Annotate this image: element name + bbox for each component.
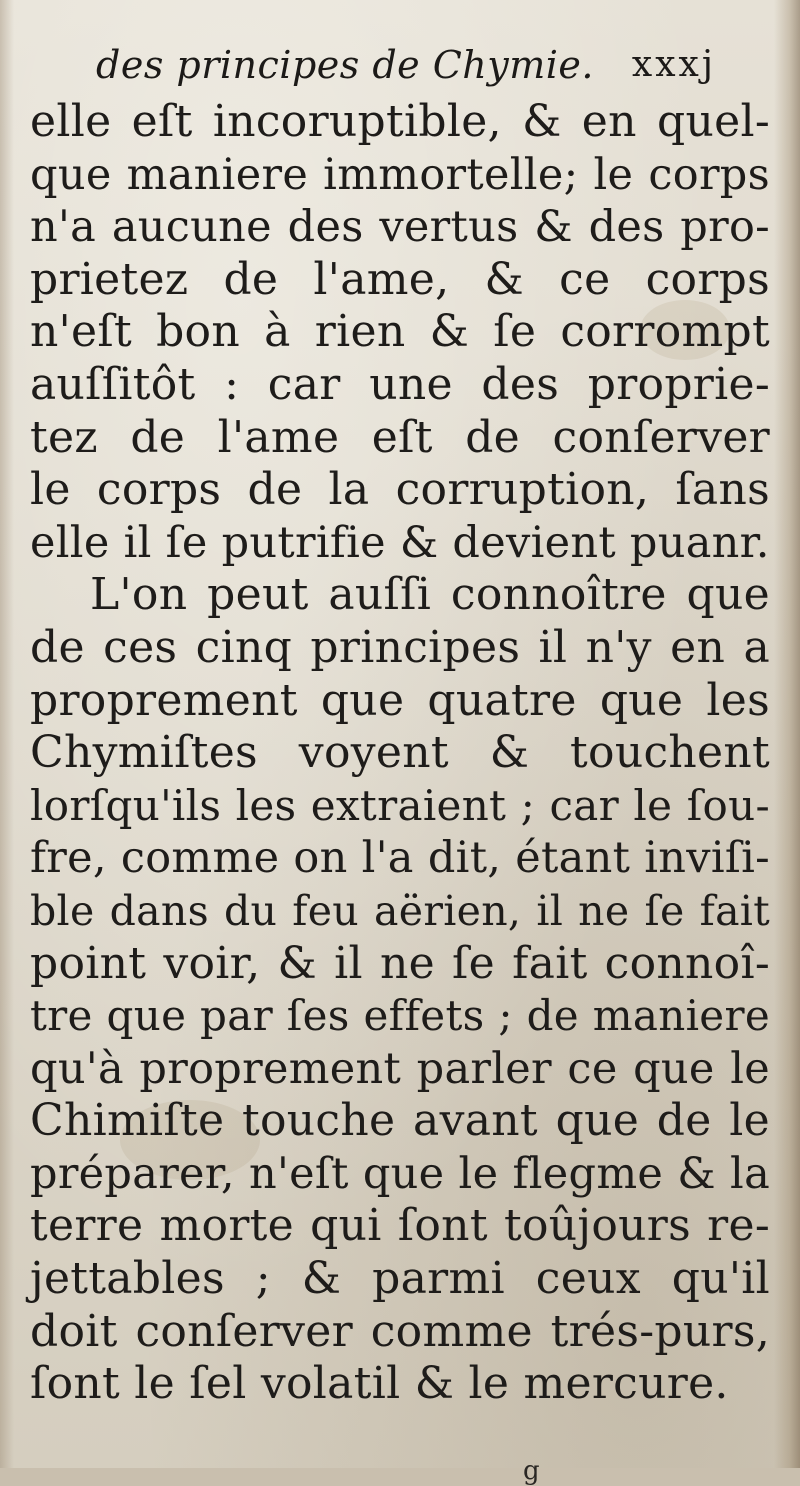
page-number: xxxj xyxy=(631,44,716,85)
text-line: Chymiſtes voyent & touchent xyxy=(30,727,770,779)
text-line: tre que par ſes effets ; de maniere xyxy=(30,991,770,1041)
text-line: doit conſerver comme trés-purs, xyxy=(30,1305,770,1357)
text-line: de ces cinq principes il n'y en a xyxy=(30,621,770,673)
page-edge-shadow xyxy=(774,0,800,1468)
text-line: n'eſt bon à rien & ſe corrompt xyxy=(30,306,770,358)
body-text xyxy=(30,96,770,1411)
text-line: le corps de la corruption, ſans xyxy=(30,464,770,516)
text-line: lorſqu'ils les extraient ; car le ſou- xyxy=(30,780,770,830)
catchword: g xyxy=(523,1456,540,1486)
text-line: tez de l'ame eſt de conſerver xyxy=(30,411,770,463)
text-line: qu'à proprement parler ce que le xyxy=(30,1043,770,1094)
text-line: n'a aucune des vertus & des pro- xyxy=(30,202,770,253)
text-line: ſont le ſel volatil & le mercure. xyxy=(30,1358,729,1410)
text-line: prietez de l'ame, & ce corps xyxy=(30,253,770,305)
text-line: préparer, n'eſt que le flegme & la xyxy=(30,1148,770,1199)
text-line-paragraph-start: L'on peut auſſi connoître que xyxy=(90,569,770,621)
text-line: que maniere immortelle; le corps xyxy=(30,149,770,200)
text-line: jettables ; & parmi ceux qu'il xyxy=(30,1253,770,1305)
running-title: des principes de Chymie. xyxy=(96,43,595,87)
text-line: auſſitôt : car une des proprie- xyxy=(30,358,770,410)
text-line: proprement que quatre que les xyxy=(30,674,770,726)
text-line: ble dans du feu aërien, il ne ſe fait xyxy=(30,886,770,935)
page-header xyxy=(96,40,716,90)
text-line: fre, comme on l'a dit, étant inviſi- xyxy=(30,833,770,884)
text-line: Chimiſte touche avant que de le xyxy=(30,1095,770,1147)
text-line: terre morte qui ſont toûjours re- xyxy=(30,1200,770,1252)
text-line: elle eſt incoruptible, & en quel- xyxy=(30,96,770,147)
text-line: elle il ſe putrifie & devient puanr. xyxy=(30,517,770,568)
page-gutter-shadow xyxy=(0,0,14,1468)
text-line: point voir, & il ne ſe fait connoî- xyxy=(30,937,770,989)
